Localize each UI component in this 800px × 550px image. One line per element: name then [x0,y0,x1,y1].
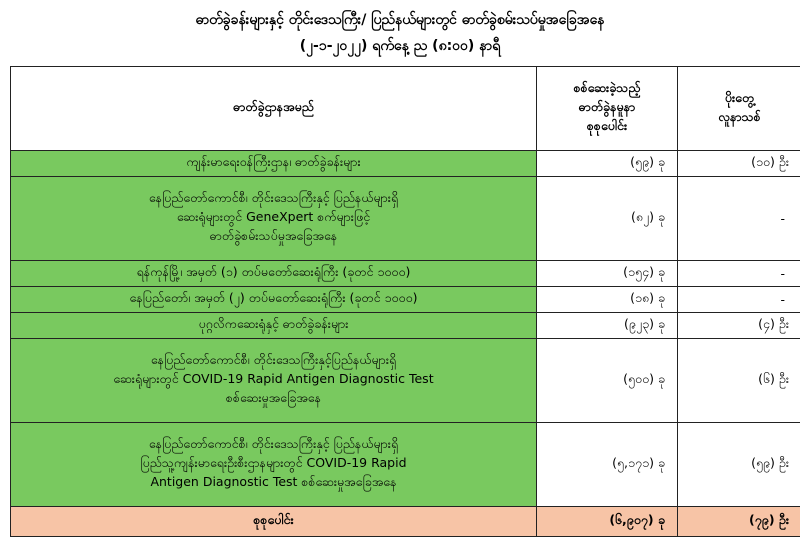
cases-cell: - [678,287,800,313]
header-new-cases-line: လူနာသစ် [718,108,761,124]
lab-name-line: ပြည်သူ့ကျန်းမာရေးဦးစီးဌာနများတွင် COVID-19 Rapid [140,455,407,470]
header-total-tests [537,67,678,151]
header-lab-name: ဓာတ်ခွဲဌာနအမည် [11,67,537,151]
lab-name-cell [11,423,537,507]
lab-name-line: Antigen Diagnostic Test စစ်ဆေးမှုအခြေအနေ [150,474,397,489]
cases-cell: (၅၉) ဦး [678,423,800,507]
tests-cell: (၅၀၀) ခု [537,339,678,423]
lab-name-line: နေပြည်တော်ကောင်စီ၊ တိုင်းဒေသကြီးနှင့် ပြည်နယ်များရှိ [148,190,399,205]
cases-cell: (၆) ဦး [678,339,800,423]
lab-testing-table [10,66,800,537]
total-label-cell: စုစုပေါင်း [11,507,537,537]
lab-name-cell [11,339,537,423]
header-total-tests-line: စစ်ဆေးခဲ့သည့် [573,80,641,95]
tests-cell: (၅၉) ခု [537,151,678,177]
lab-name-line: နေပြည်တော်ကောင်စီ၊ တိုင်းဒေသကြီးနှင့်ပြည်နယ်များရှိ [150,352,397,367]
table-row [11,177,800,261]
lab-name-line: နေပြည်တော်ကောင်စီ၊ တိုင်းဒေသကြီးနှင့် ပြည်နယ်များရှိ [148,436,399,451]
lab-name-cell [11,177,537,261]
lab-name-line: ဆေးရုံများတွင် GeneXpert စက်များဖြင့် [176,209,371,224]
table-row [11,313,800,339]
lab-name-cell: ပုဂ္ဂလိကဆေးရုံနှင့် ဓာတ်ခွဲခန်းများ [11,313,537,339]
table-row [11,423,800,507]
total-cases-cell: (၇၉) ဦး [678,507,800,537]
table-header-row [11,67,800,151]
lab-name-line: ဓာတ်ခွဲစမ်းသပ်မှုအခြေအနေ [209,228,338,243]
cases-cell: (၄) ဦး [678,313,800,339]
cases-cell: - [678,177,800,261]
table-row [11,261,800,287]
tests-cell: (၁၈) ခု [537,287,678,313]
tests-cell: (၉၂၃) ခု [537,313,678,339]
total-tests-cell: (၆,၉၀၇) ခု [537,507,678,537]
table-row [11,151,800,177]
header-new-cases [678,67,800,151]
header-total-tests-line: ဓာတ်ခွဲနမူနာ [578,99,636,114]
total-row [11,507,800,537]
cases-cell: (၁၀) ဦး [678,151,800,177]
tests-cell: (၈၂) ခု [537,177,678,261]
lab-name-cell: နေပြည်တော်၊ အမှတ် (၂) တပ်မတော်ဆေးရုံကြီး (ခုတင် ၁၀၀၀) [11,287,537,313]
lab-name-cell: ကျန်းမာရေးဝန်ကြီးဌာန၊ ဓာတ်ခွဲခန်းများ [11,151,537,177]
header-total-tests-line: စုစုပေါင်း [586,118,628,133]
cases-cell: - [678,261,800,287]
lab-name-cell: ရန်ကုန်မြို့၊ အမှတ် (၁) တပ်မတော်ဆေးရုံကြီး (ခုတင် ၁၀၀၀) [11,261,537,287]
document-title: ဓာတ်ခွဲခန်းများနှင့် တိုင်းဒေသကြီး/ ပြည်နယ်များတွင် ဓာတ်ခွဲစမ်းသပ်မှုအခြေအနေ [195,12,605,28]
document-date: (၂-၁-၂၀၂၂) ရက်နေ့ ည (၈:၀၀) နာရီ [299,38,501,54]
header-new-cases-line: ပိုးတွေ့ [724,89,755,105]
lab-name-line: စစ်ဆေးမှုအခြေအနေ [225,390,322,405]
table-row [11,287,800,313]
table-row [11,339,800,423]
tests-cell: (၁၅၄) ခု [537,261,678,287]
tests-cell: (၅,၁၇၁) ခု [537,423,678,507]
lab-name-line: ဆေးရုံများတွင် COVID-19 Rapid Antigen Diagnostic Test [113,371,434,386]
